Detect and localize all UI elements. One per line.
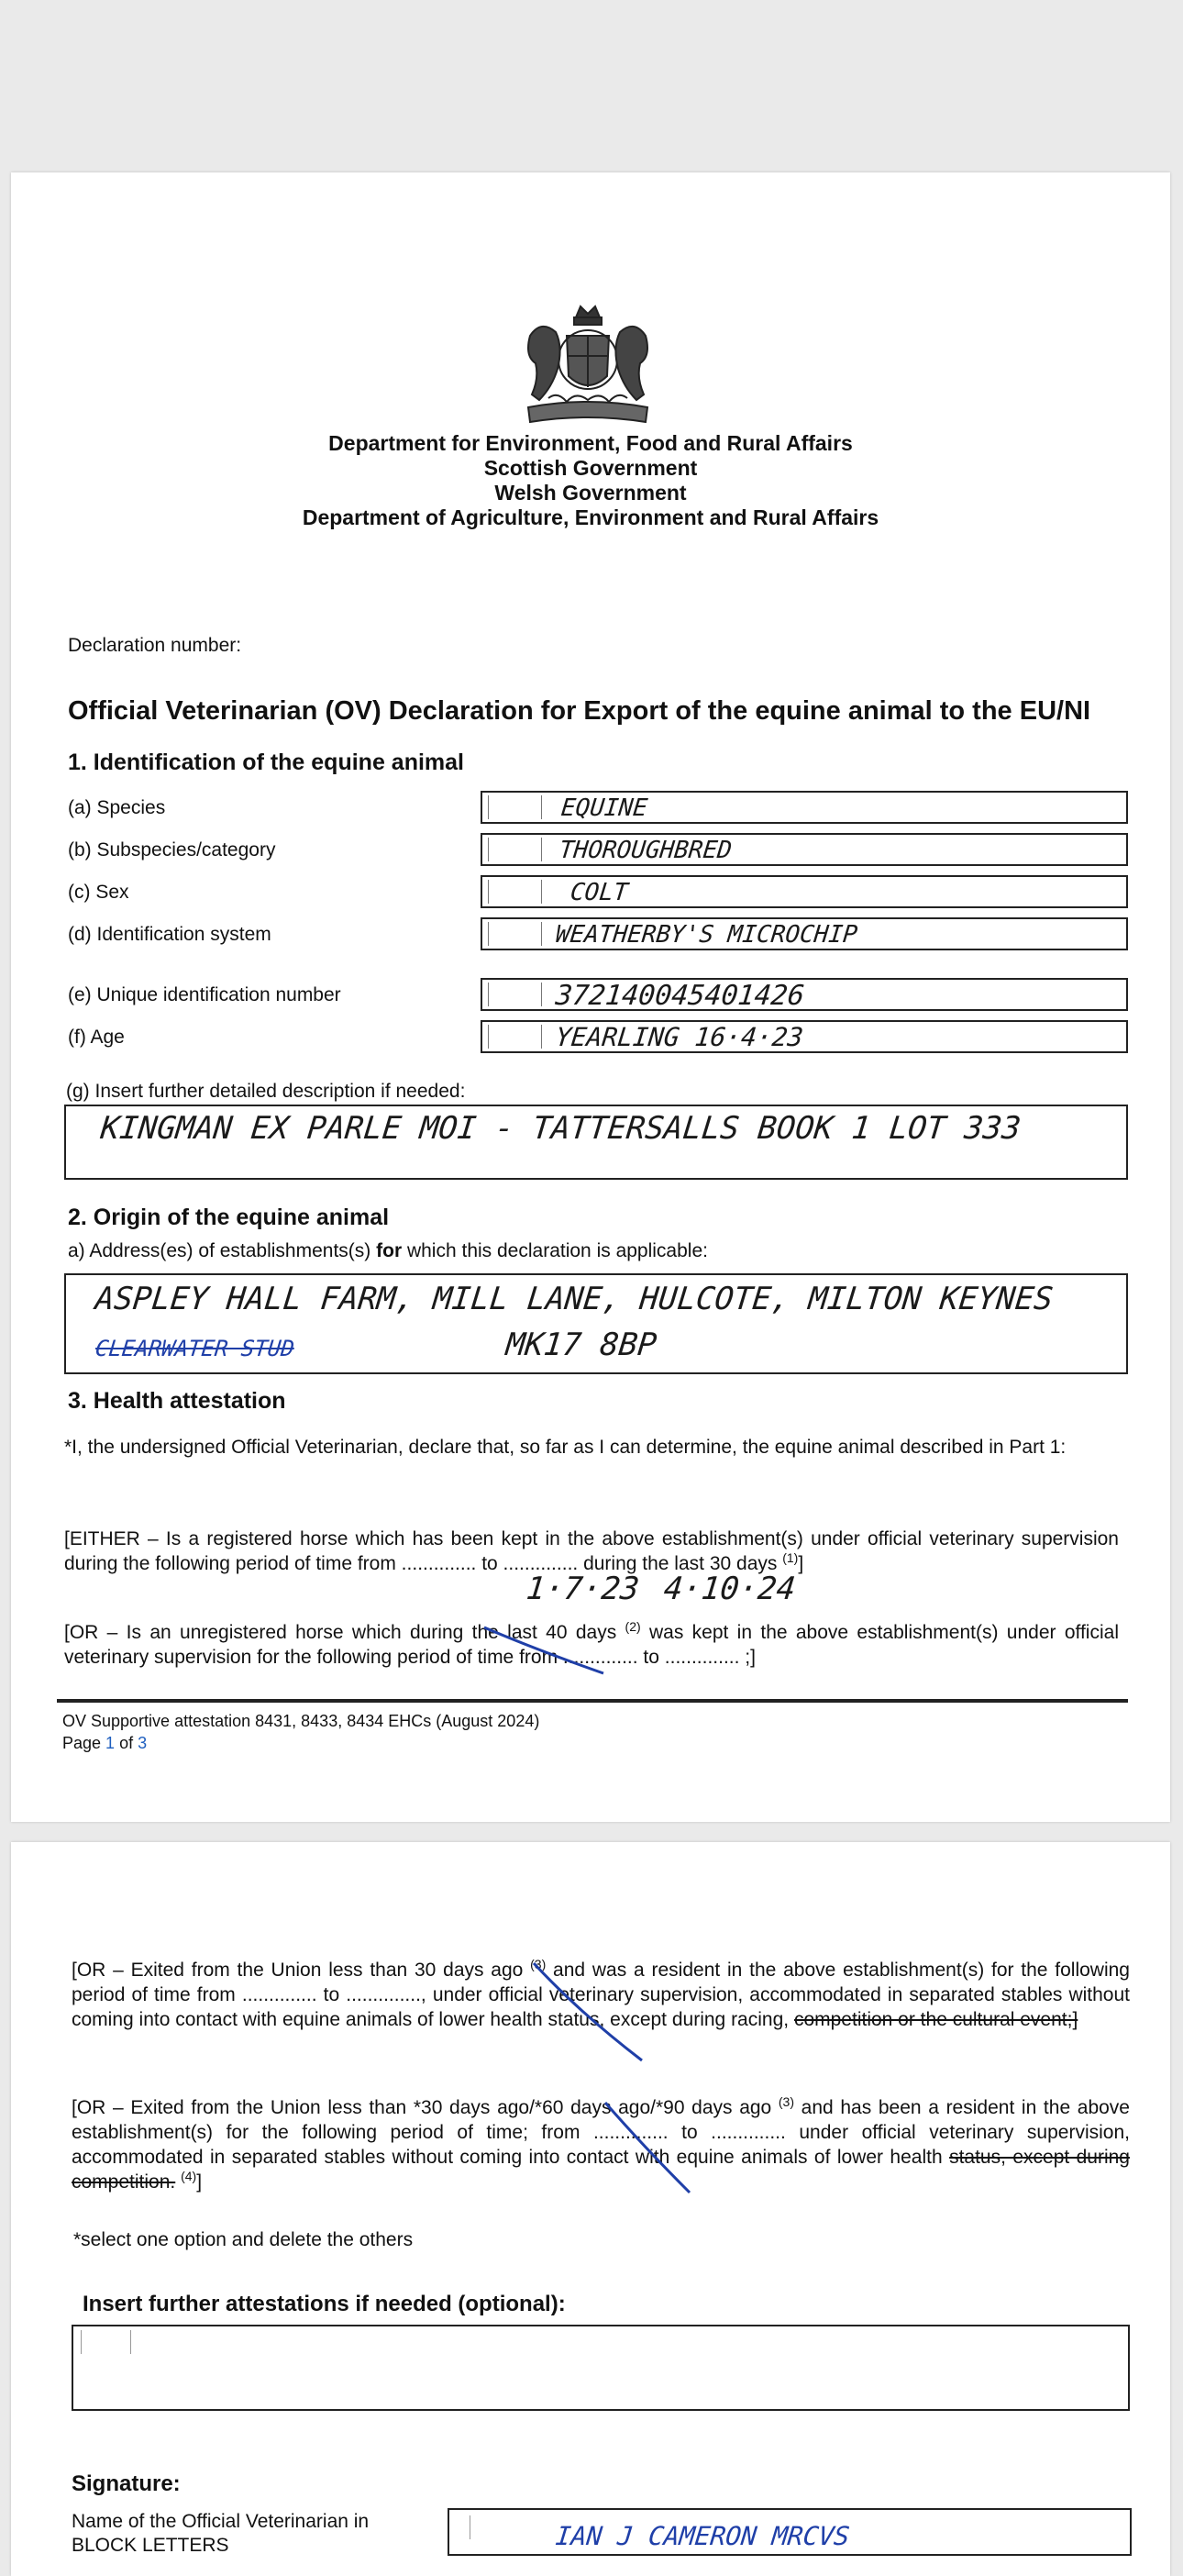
strike-through-mark-icon (481, 1624, 609, 1679)
uid-number-label: (e) Unique identification number (68, 984, 341, 1005)
department-defra: Department for Environment, Food and Rural Affairs (328, 431, 853, 455)
declaration-number-label: Declaration number: (68, 635, 242, 656)
document-page-2 (11, 1842, 1170, 2576)
section-2-heading: 2. Origin of the equine animal (68, 1205, 390, 1230)
page-number: Page 1 of 3 (62, 1734, 148, 1752)
handwritten-date-from: 1·7·23 (524, 1571, 641, 1607)
department-welsh-government: Welsh Government (494, 481, 687, 505)
postcode-value: MK17 8BP (503, 1327, 658, 1363)
subspecies-label: (b) Subspecies/category (68, 839, 276, 861)
select-option-note: *select one option and delete the others (73, 2229, 414, 2250)
subspecies-value: THOROUGHBRED (558, 837, 734, 864)
age-label: (f) Age (68, 1027, 125, 1048)
or-unregistered-horse-clause: [OR – Is an unregistered horse which during the last 40 days $^{(2)}$ was kept in the above establishment(s) under official veterinary supervision for the following period of time from .............. to .............. ;] (64, 1619, 1119, 1668)
uid-number-field (481, 978, 1128, 1011)
further-description-label: (g) Insert further detailed description if needed: (66, 1081, 466, 1102)
ov-name-field (448, 2508, 1132, 2556)
establishment-address-box (64, 1273, 1128, 1374)
or-exited-union-30-days-clause: [OR – Exited from the Union less than 30 days ago $^{(3)}$ and was a resident in the above establishment(s) for the following period of time from .............. to .............., under official veterinary supervision, accommodated in separated stables without coming into contact with equine animals of lower health status, except during racing, competition or the cultural event;] (72, 1957, 1130, 2030)
footer-rule (57, 1699, 1128, 1703)
signature-heading: Signature: (72, 2471, 181, 2496)
section-1-heading: 1. Identification of the equine animal (68, 749, 464, 775)
ov-name-value: IAN J CAMERON MRCVS (554, 2521, 852, 2551)
either-registered-horse-clause: [EITHER – Is a registered horse which has been kept in the above establishment(s) under official veterinary supervision during the following period of time from .............. to .............. during the last 30 days $^{(1)}$] (64, 1528, 1119, 1574)
identification-system-value: WEATHERBY'S MICROCHIP (554, 921, 859, 949)
further-attestations-heading: Insert further attestations if needed (optional): (83, 2292, 566, 2316)
subspecies-field (481, 833, 1128, 866)
crossed-out-establishment: CLEARWATER STUD (94, 1336, 296, 1361)
strike-through-mark-icon (598, 2097, 699, 2198)
strike-through-mark-icon (525, 1958, 653, 2068)
or-exited-union-variable-days-clause: [OR – Exited from the Union less than *30 days ago/*60 days ago/*90 days ago $^{(3)}$ and has been a resident in the above establishment(s) for the following period of time; from .............. to .............. under official veterinary supervision, accommodated in separated stables without coming into contact with equine animals of lower health status, except during competition. $^{(4)}$] (72, 2094, 1130, 2193)
health-attestation-intro: *I, the undersigned Official Veterinarian, declare that, so far as I can determine, the equine animal described in Part 1: (64, 1437, 1067, 1458)
age-value: YEARLING 16·4·23 (554, 1022, 805, 1052)
identification-system-field (481, 917, 1128, 950)
sex-value: COLT (569, 879, 630, 906)
uid-number-value: 372140045401426 (554, 980, 806, 1012)
sex-label: (c) Sex (68, 882, 129, 903)
age-field (481, 1020, 1128, 1053)
species-field (481, 791, 1128, 824)
sex-field (481, 875, 1128, 908)
further-attestations-box (72, 2325, 1130, 2411)
royal-coat-of-arms-icon (512, 299, 664, 431)
establishment-address-value: ASPLEY HALL FARM, MILL LANE, HULCOTE, MILTON KEYNES (93, 1281, 1056, 1317)
establishment-address-label: a) Address(es) of establishments(s) for which this declaration is applicable: (68, 1240, 708, 1261)
department-scottish-government: Scottish Government (483, 456, 698, 480)
species-value: EQUINE (559, 794, 649, 822)
handwritten-date-to: 4·10·24 (661, 1571, 798, 1607)
page-title: Official Veterinarian (OV) Declaration for Export of the equine animal to the EU/NI (68, 696, 1091, 726)
department-daera: Department of Agriculture, Environment and Rural Affairs (302, 505, 879, 529)
section-3-heading: 3. Health attestation (68, 1388, 286, 1414)
further-description-value: KINGMAN EX PARLE MOI - TATTERSALLS BOOK 1 LOT 333 (98, 1110, 1023, 1147)
further-description-box (64, 1105, 1128, 1180)
identification-system-label: (d) Identification system (68, 924, 271, 945)
footer-ehc-reference: OV Supportive attestation 8431, 8433, 8434 EHCs (August 2024) (62, 1712, 540, 1730)
ov-name-label: Name of the Official Veterinarian in BLOCK LETTERS (72, 2511, 370, 2556)
species-label: (a) Species (68, 797, 166, 818)
document-page-1 (11, 172, 1170, 1822)
